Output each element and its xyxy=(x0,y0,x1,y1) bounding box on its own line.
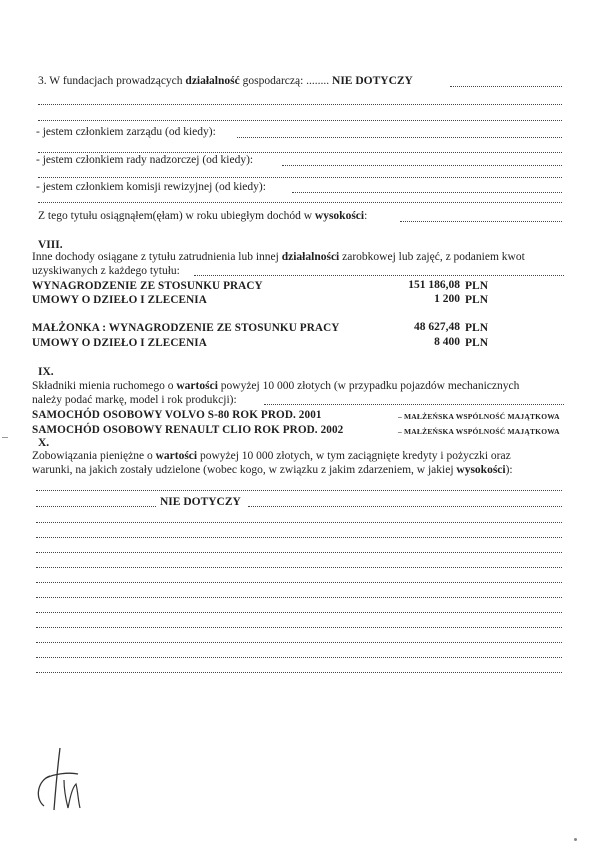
section3-board-dots xyxy=(237,137,562,138)
dotted-line xyxy=(36,552,562,553)
income-item-label: MAŁŻONKA : WYNAGRODZENIE ZE STOSUNKU PRACY xyxy=(32,322,340,334)
section3-income xyxy=(38,209,367,223)
dotted-line xyxy=(36,567,562,568)
section10-line1-b: powyżej 10 000 złotych, w tym zaciągnięte kredyty i pożyczki oraz xyxy=(197,450,511,462)
section8-line1-bold: działalności xyxy=(281,251,340,263)
section9-line1-a: Składniki mienia ruchomego o xyxy=(32,380,177,392)
section8-line2-dots xyxy=(194,275,564,276)
section8-heading: VIII. xyxy=(38,239,63,251)
dotted-line xyxy=(38,120,562,121)
dotted-line xyxy=(38,202,562,203)
section9-heading: IX. xyxy=(38,366,54,378)
income-item-amount: 48 627,48 xyxy=(414,321,460,333)
section10-line1-bold: wartości xyxy=(155,450,198,462)
asset-item-note: – MAŁŻEŃSKA WSPÓLNOŚĆ MAJĄTKOWA xyxy=(398,412,560,421)
section9-line1-b: powyżej 10 000 złotych (w przypadku pojazdów mechanicznych xyxy=(217,380,520,392)
income-item-amount: 151 186,08 xyxy=(408,279,460,291)
section10-answer: NIE DOTYCZY xyxy=(160,496,241,508)
corner-mark xyxy=(574,838,577,841)
section3-answer: NIE DOTYCZY xyxy=(332,75,413,87)
dotted-line xyxy=(36,522,562,523)
section3-intro-text: 3. W fundacjach prowadzących xyxy=(38,75,186,87)
section3-intro xyxy=(38,74,413,88)
asset-item-note: – MAŁŻEŃSKA WSPÓLNOŚĆ MAJĄTKOWA xyxy=(398,427,560,436)
dotted-line xyxy=(36,642,562,643)
section10-heading: X. xyxy=(38,437,50,449)
section8-line1-b: zarobkowej lub zajęć, z podaniem kwot xyxy=(339,251,525,263)
dotted-line xyxy=(36,612,562,613)
section10-line2-a: warunki, na jakich zostały udzielone (wobec kogo, w związku z jakim zdarzeniem, w jakiej xyxy=(32,464,457,476)
section9-line1 xyxy=(32,379,519,393)
income-item-label: UMOWY O DZIEŁO I ZLECENIA xyxy=(32,337,207,349)
dotted-line xyxy=(36,490,562,491)
section3-income-bold: wysokości xyxy=(314,210,365,222)
section3-income-colon: : xyxy=(364,210,368,222)
dotted-line xyxy=(36,582,562,583)
income-item-amount: 8 400 xyxy=(434,336,460,348)
signature xyxy=(20,740,100,820)
section3-answer-dots xyxy=(450,86,562,87)
section8-line2: uzyskiwanych z każdego tytułu: xyxy=(32,265,180,277)
section9-line2-dots xyxy=(264,404,564,405)
section10-line1 xyxy=(32,449,511,463)
section10-answer-dots-left xyxy=(36,506,156,507)
income-item-label: UMOWY O DZIEŁO I ZLECENIA xyxy=(32,294,207,306)
section3-intro-rest: gospodarczą: ........ xyxy=(239,75,330,87)
section10-line2-bold: wysokości xyxy=(456,464,506,476)
income-item-currency: PLN xyxy=(465,280,488,292)
dotted-line xyxy=(36,657,562,658)
section3-audit-dots xyxy=(292,192,562,193)
asset-item-label: SAMOCHÓD OSOBOWY VOLVO S-80 ROK PROD. 2001 xyxy=(32,409,322,421)
section9-line1-bold: wartości xyxy=(176,380,218,392)
section8-line1-a: Inne dochody osiągane z tytułu zatrudnienia lub innej xyxy=(32,251,282,263)
dotted-line xyxy=(38,104,562,105)
income-item-amount: 1 200 xyxy=(434,293,460,305)
section9-line2: należy podać markę, model i rok produkcji): xyxy=(32,394,237,406)
dotted-line xyxy=(38,177,562,178)
income-item-currency: PLN xyxy=(465,337,488,349)
dotted-line xyxy=(36,672,562,673)
dotted-line xyxy=(36,537,562,538)
section10-line1-a: Zobowiązania pieniężne o xyxy=(32,450,156,462)
section10-line2-b: ): xyxy=(505,464,513,476)
section3-income-prefix: Z tego tytułu osiągnąłem(ęłam) w roku ubiegłym dochód w xyxy=(38,210,315,222)
section3-income-dots xyxy=(400,221,562,222)
income-item-label: WYNAGRODZENIE ZE STOSUNKU PRACY xyxy=(32,280,263,292)
section3-supervisory-dots xyxy=(282,165,562,166)
section8-line1 xyxy=(32,250,525,264)
income-item-currency: PLN xyxy=(465,322,488,334)
asset-item-label: SAMOCHÓD OSOBOWY RENAULT CLIO ROK PROD. 2002 xyxy=(32,424,344,436)
section10-answer-dots-right xyxy=(248,506,562,507)
section3-intro-bold: działalność xyxy=(185,75,240,87)
dotted-line xyxy=(36,627,562,628)
dotted-line xyxy=(36,597,562,598)
section10-line2 xyxy=(32,463,513,477)
section3-supervisory: - jestem członkiem rady nadzorczej (od kiedy): xyxy=(36,154,254,166)
margin-mark xyxy=(2,437,8,438)
income-item-currency: PLN xyxy=(465,294,488,306)
section3-audit: - jestem członkiem komisji rewizyjnej (od kiedy): xyxy=(36,181,266,193)
section3-board: - jestem członkiem zarządu (od kiedy): xyxy=(36,126,216,138)
